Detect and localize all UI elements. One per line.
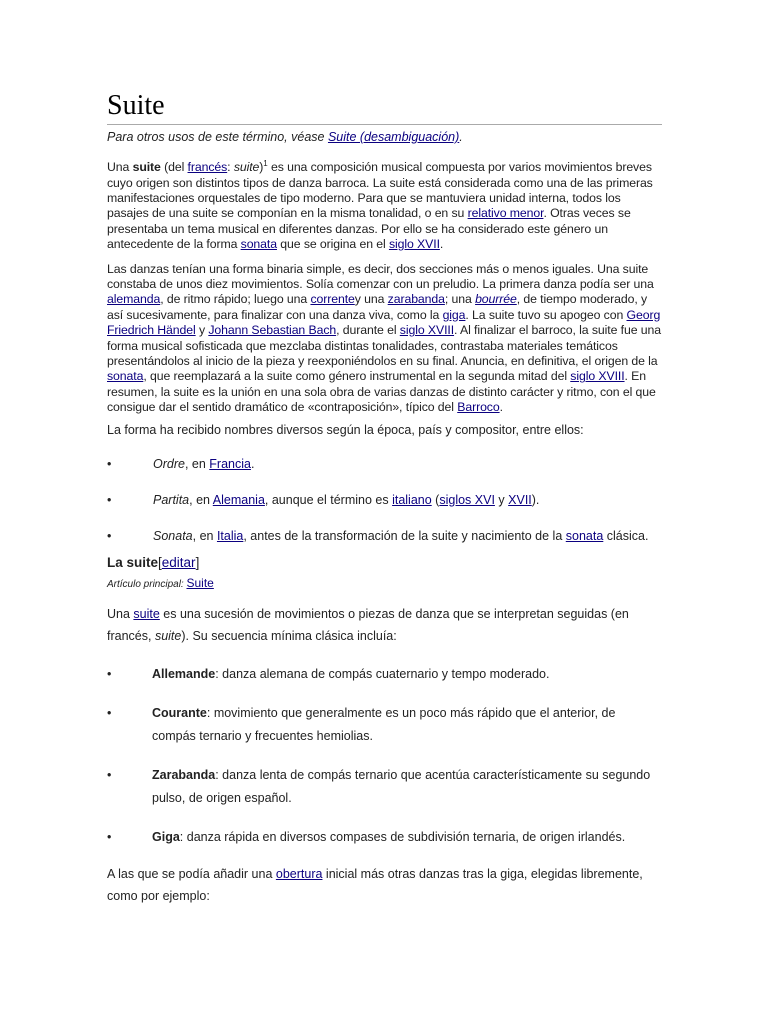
page-title: Suite bbox=[107, 90, 662, 125]
bullet-icon: • bbox=[107, 492, 112, 507]
intro-paragraph: Una suite (del francés: suite)$^1$ es una composición musical compuesta por varios movimientos breves cuyo origen son distintos tipos de danza barroca. La suite está considerada como una de las primeras manifestaciones orquestales de tipo moderno. Para que se mantuviera unidad interna, todos los pasajes de una suite se componían en la misma tonalidad, o en su relativo menor. Otras veces se presentaba un tema musical en diferentes danzas. Por ello se ha considerado este género un antecedente de la forma sonata que se origina en el siglo XVII. bbox=[107, 159, 653, 252]
bullet-icon: • bbox=[107, 456, 112, 471]
bullet-icon: • bbox=[107, 767, 112, 782]
sonata-link-3[interactable]: sonata bbox=[565, 528, 604, 543]
relativo-menor-link[interactable]: relativo menor bbox=[467, 206, 544, 221]
frances-link[interactable]: francés bbox=[187, 160, 228, 175]
barroco-link[interactable]: Barroco bbox=[457, 400, 500, 415]
xvii-link[interactable]: XVII bbox=[508, 492, 532, 507]
edit-section-link[interactable]: editar bbox=[161, 554, 196, 570]
article bbox=[107, 90, 662, 907]
list-item: • Zarabanda: danza lenta de compás ternario que acentúa característicamente su segundo pulso, de origen español. bbox=[107, 764, 662, 810]
names-list bbox=[107, 456, 662, 544]
bourree-link[interactable]: bourrée bbox=[475, 292, 517, 307]
closing-paragraph: A las que se podía añadir una obertura inicial más otras danzas tras la giga, elegidas libremente, como por ejemplo: bbox=[107, 866, 643, 903]
siglo-xvii-link[interactable]: siglo XVII bbox=[388, 237, 440, 252]
handel-link[interactable]: Georg Friedrich Händel bbox=[107, 307, 661, 338]
history-paragraph: Las danzas tenían una forma binaria simple, es decir, dos secciones más o menos iguales. Una suite constaba de unos diez movimientos. Solía comenzar con un preludio. La primera danza podía ser una alemanda, de ritmo rápido; luego una correntey una zarabanda; una bourrée, de tiempo moderado, y así sucesivamente, para finalizar con una danza viva, como la giga. La suite tuvo su apogeo con Georg Friedrich Händel y Johann Sebastian Bach, durante el siglo XVIII. Al finalizar el barroco, la suite fue una forma musical sofisticada que mezclaba distintas tonalidades, contrastaba materiales temáticos presentándolos al inicio de la pieza y reexponiéndolos en su final. Anuncia, en definitiva, el origen de la sonata, que reemplazará a la suite como género instrumental en la segunda mitad del siglo XVIII. En resumen, la suite es la unión en una sola obra de varias danzas de distinto carácter y ritmo, con el que consigue dar el sentido dramático de «contraposición», típico del Barroco. bbox=[107, 261, 661, 415]
list-item: • Partita, en Alemania, aunque el término es italiano (siglos XVI y XVII). bbox=[107, 492, 540, 507]
zarabanda-link[interactable]: zarabanda bbox=[387, 292, 445, 307]
list-item: • Allemande: danza alemana de compás cuaternario y tempo moderado. bbox=[107, 663, 662, 686]
disambiguation-link[interactable]: Suite (desambiguación) bbox=[327, 130, 460, 144]
bullet-icon: • bbox=[107, 666, 112, 681]
main-article-link[interactable]: Suite bbox=[186, 575, 214, 590]
alemanda-link[interactable]: alemanda bbox=[107, 292, 161, 307]
siglo-xviii-link[interactable]: siglo XVIII bbox=[399, 323, 455, 338]
italiano-link[interactable]: italiano bbox=[392, 492, 432, 507]
section-heading: La suite[editar] bbox=[107, 554, 200, 570]
sonata-link-2[interactable]: sonata bbox=[107, 369, 144, 384]
footnote-ref[interactable]: 1 bbox=[263, 159, 268, 168]
main-article-note: Artículo principal: Suite bbox=[107, 575, 214, 590]
suite-link[interactable]: suite bbox=[133, 606, 160, 621]
bullet-icon: • bbox=[107, 829, 112, 844]
list-item: • Giga: danza rápida en diversos compases de subdivisión ternaria, de origen irlandés. bbox=[107, 826, 662, 849]
bold-term: suite bbox=[132, 160, 161, 175]
bach-link[interactable]: Johann Sebastian Bach bbox=[208, 323, 337, 338]
francia-link[interactable]: Francia bbox=[209, 456, 251, 471]
bullet-icon: • bbox=[107, 705, 112, 720]
hatnote: Para otros usos de este término, véase Suite (desambiguación). bbox=[107, 130, 463, 144]
corrente-link[interactable]: corrente bbox=[310, 292, 355, 307]
section-paragraph: Una suite es una sucesión de movimientos o piezas de danza que se interpretan seguidas (en francés, suite). Su secuencia mínima clásica incluía: bbox=[107, 606, 629, 643]
list-item: • Sonata, en Italia, antes de la transformación de la suite y nacimiento de la sonata clásica. bbox=[107, 528, 649, 543]
siglos-xvi-link[interactable]: siglos XVI bbox=[439, 492, 495, 507]
dances-list bbox=[107, 663, 662, 849]
siglo-xviii-link-2[interactable]: siglo XVIII bbox=[570, 369, 625, 384]
names-intro: La forma ha recibido nombres diversos según la época, país y compositor, entre ellos: bbox=[107, 422, 584, 437]
alemania-link[interactable]: Alemania bbox=[212, 492, 265, 507]
list-item: • Courante: movimiento que generalmente es un poco más rápido que el anterior, de compás ternario y frecuentes hemiolias. bbox=[107, 702, 662, 748]
list-item: • Ordre, en Francia. bbox=[107, 456, 255, 471]
bullet-icon: • bbox=[107, 528, 112, 543]
sonata-link[interactable]: sonata bbox=[240, 237, 277, 252]
italia-link[interactable]: Italia bbox=[216, 528, 244, 543]
giga-link[interactable]: giga bbox=[442, 307, 466, 322]
obertura-link[interactable]: obertura bbox=[275, 866, 323, 881]
